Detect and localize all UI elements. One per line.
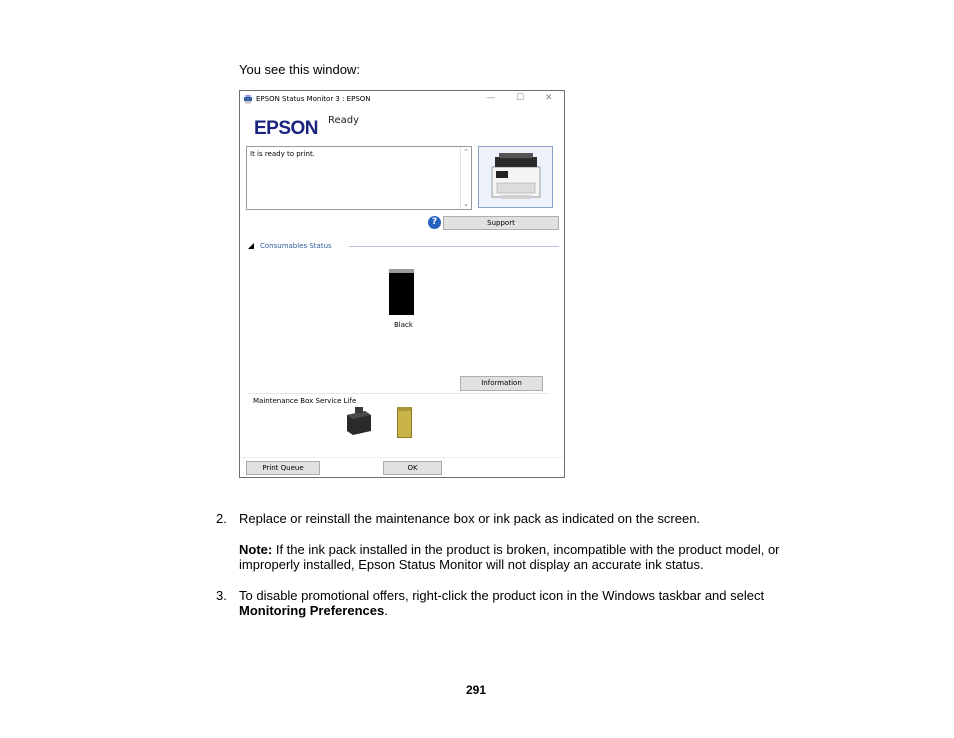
step-number-3: 3. — [216, 588, 227, 603]
information-button[interactable]: Information — [460, 376, 543, 391]
consumables-status-label: Consumables Status — [260, 242, 332, 250]
message-box[interactable] — [246, 146, 472, 210]
note-text-1: If the ink pack installed in the product is broken, incompatible with the product model, or — [275, 542, 780, 557]
support-button[interactable]: Support — [443, 216, 559, 230]
maintenance-box-label: Maintenance Box Service Life — [253, 397, 357, 405]
footer-divider — [240, 457, 564, 458]
step-number-2: 2. — [216, 511, 227, 526]
message-scrollbar[interactable] — [460, 147, 471, 209]
maintenance-box-level — [397, 407, 412, 438]
maintenance-box-icon — [343, 405, 373, 437]
step-text-3-line-2 — [239, 603, 388, 618]
step-text-3-end: . — [384, 603, 388, 618]
status-text: Ready — [328, 115, 360, 126]
step-text-2: Replace or reinstall the maintenance box or ink pack as indicated on the screen. — [239, 511, 701, 526]
monitoring-preferences-text: Monitoring Preferences — [239, 603, 385, 618]
print-queue-button[interactable]: Print Queue — [246, 461, 320, 475]
printer-image — [478, 146, 553, 208]
minimize-button[interactable]: — — [486, 93, 495, 103]
step-text-3: To disable promotional offers, right-click the product icon in the Windows taskbar and select — [239, 588, 765, 603]
note-label: Note: — [239, 542, 273, 557]
question-icon[interactable]: ? — [428, 216, 441, 229]
printer-app-icon — [243, 94, 253, 104]
ink-label-black: Black — [394, 321, 413, 329]
message-text: It is ready to print. — [250, 150, 315, 158]
ink-level-black — [389, 269, 414, 315]
page-number: 291 — [466, 683, 487, 697]
note-line-1 — [239, 542, 780, 557]
intro-text: You see this window: — [239, 62, 360, 77]
title-bar[interactable] — [240, 91, 564, 109]
printer-illustration — [479, 147, 552, 207]
section-divider — [349, 246, 559, 247]
collapse-triangle-icon[interactable] — [248, 243, 254, 249]
maximize-button[interactable]: ☐ — [516, 93, 525, 103]
close-button[interactable]: ✕ — [545, 93, 553, 103]
note-text-2: improperly installed, Epson Status Monitor will not display an accurate ink status. — [239, 557, 704, 572]
window-title: EPSON Status Monitor 3 : EPSON — [256, 95, 371, 103]
epson-logo: EPSON — [254, 118, 319, 139]
chevron-up-icon[interactable]: ⌃ — [463, 148, 469, 156]
status-monitor-window — [239, 90, 565, 478]
maintenance-divider — [248, 393, 550, 394]
chevron-down-icon[interactable]: ⌄ — [463, 200, 469, 208]
ok-button[interactable]: OK — [383, 461, 442, 475]
